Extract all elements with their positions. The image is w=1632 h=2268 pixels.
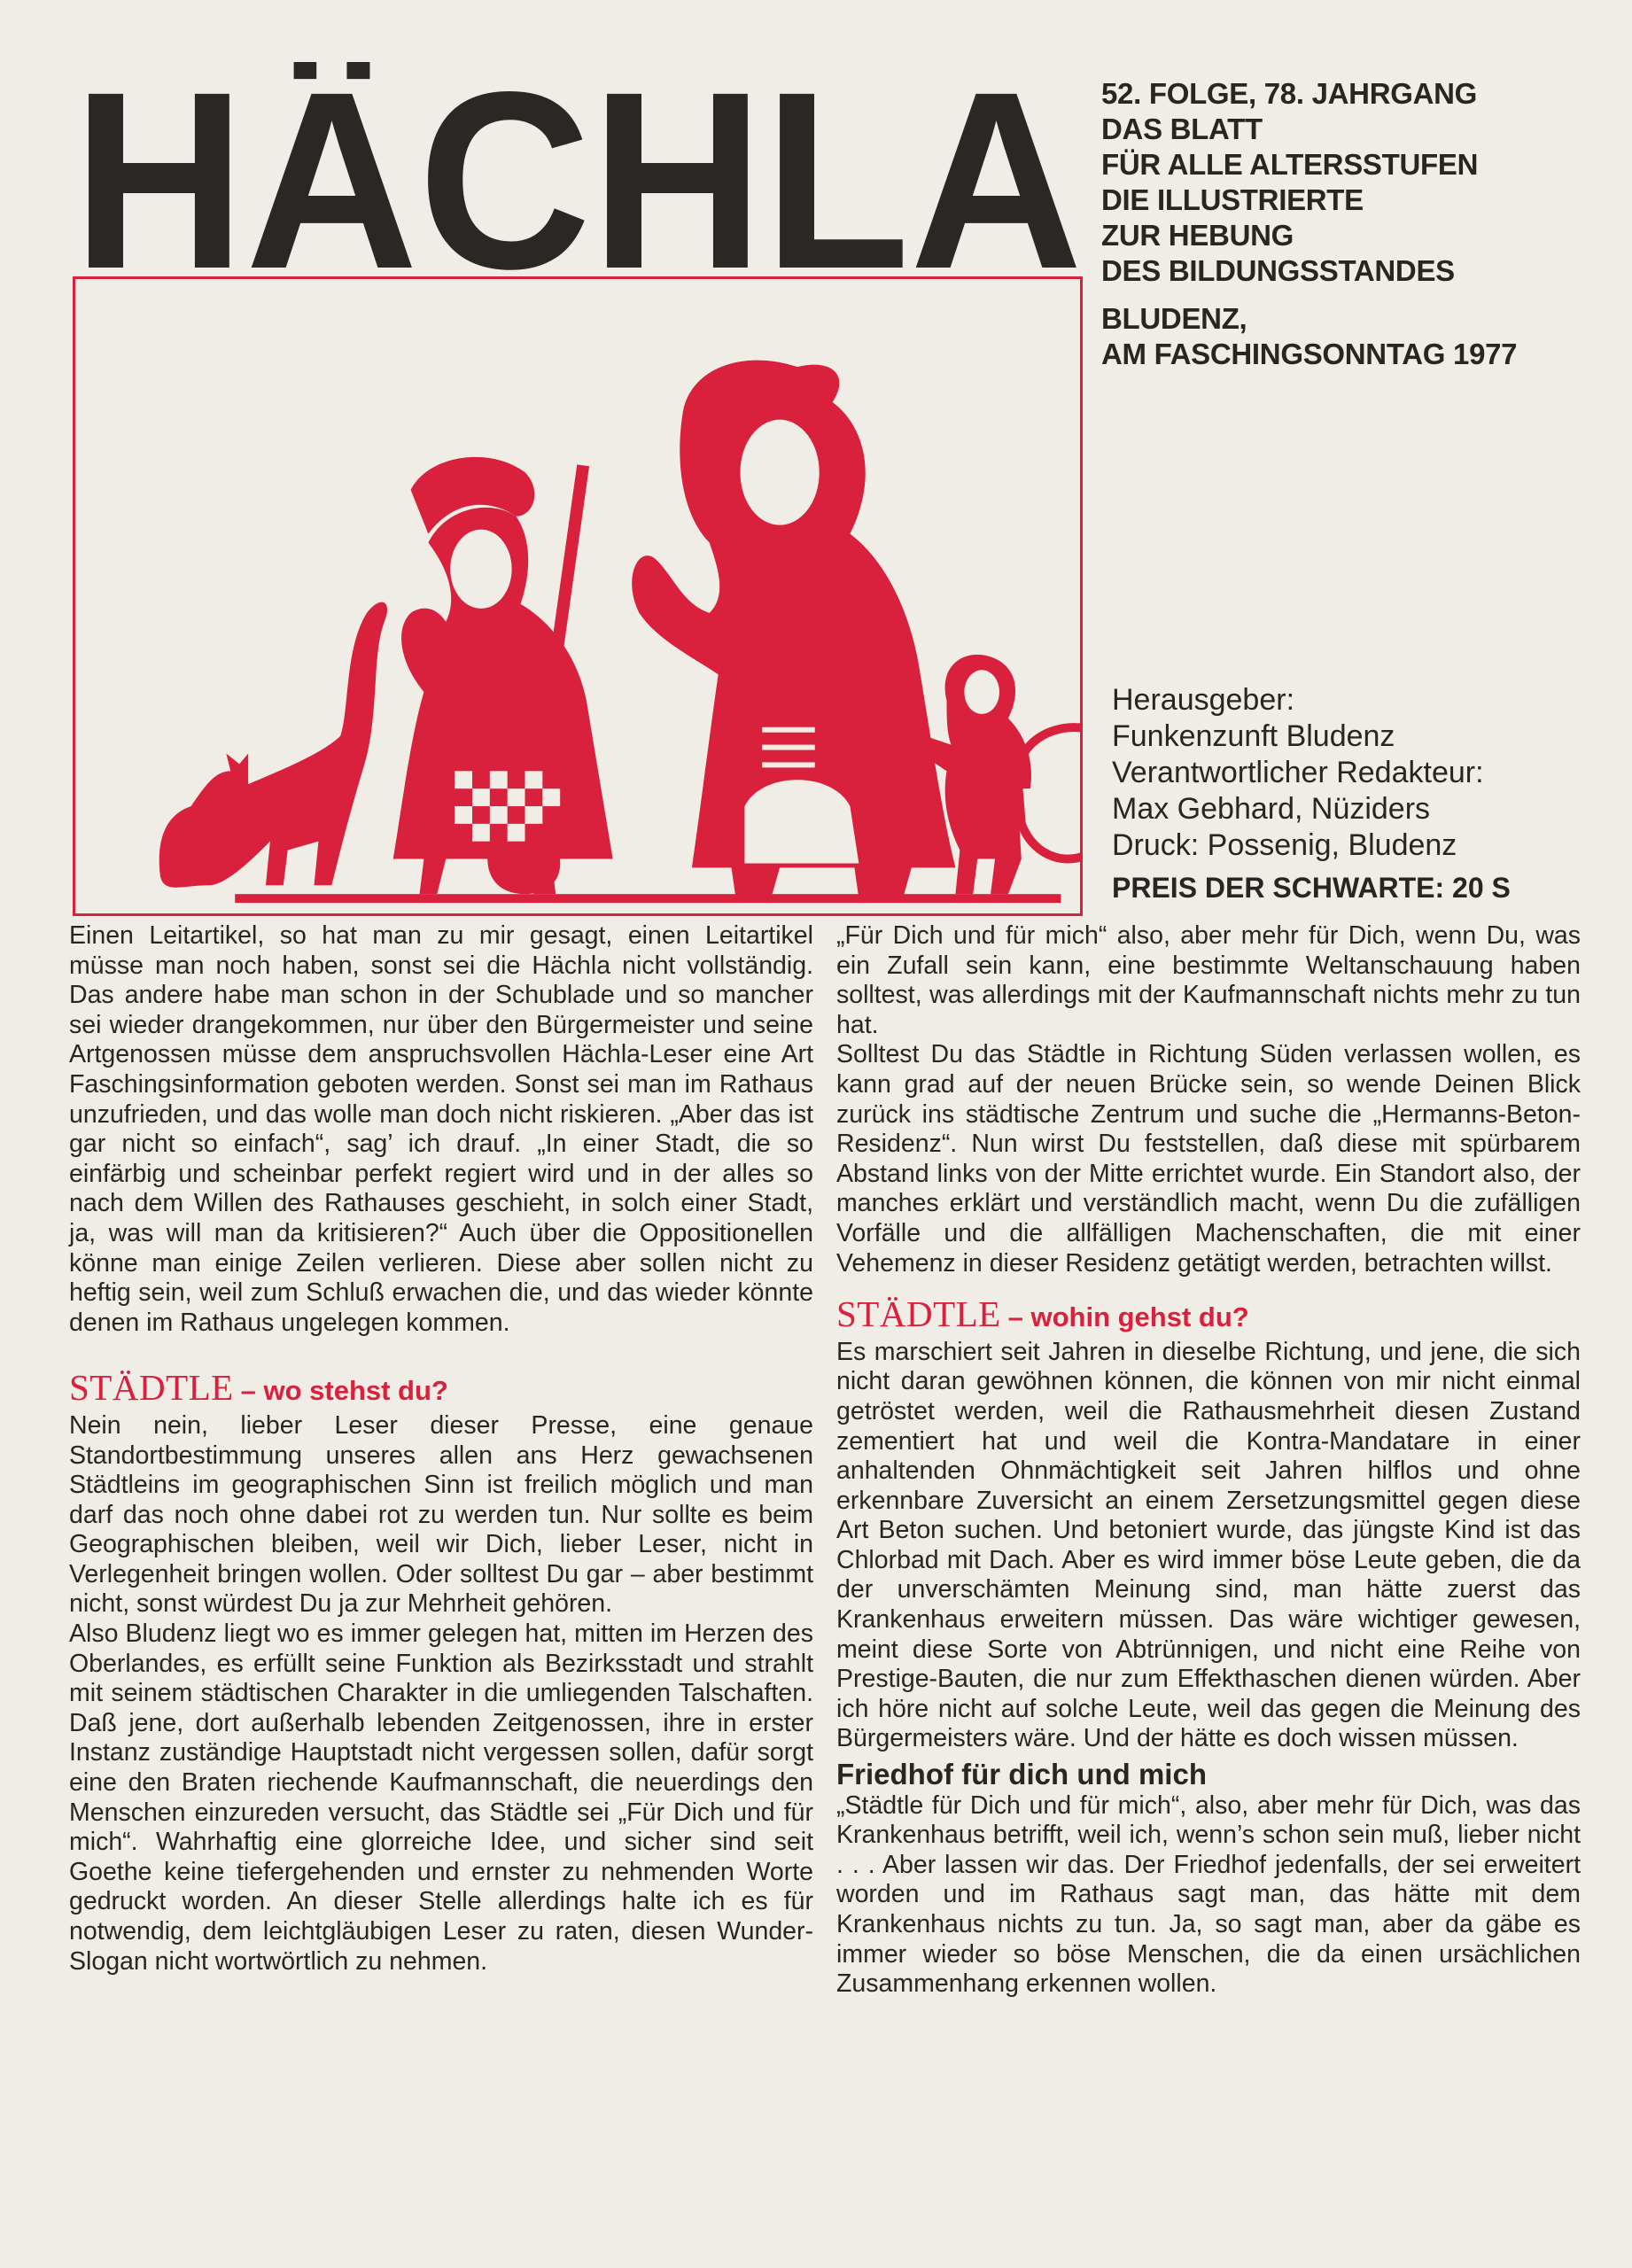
heading-big: STÄDTLE — [69, 1367, 234, 1409]
cover-illustration — [73, 276, 1083, 916]
heading-small: – wohin gehst du? — [1007, 1301, 1249, 1333]
edition-line: DES BILDUNGSSTANDES — [1101, 254, 1455, 287]
heading-small: – wo stehst du? — [240, 1375, 448, 1407]
paragraph: Nein nein, lieber Leser dieser Presse, eine genaue Standortbestimmung unseres allen ans Herz gewachsenen Städtleins im geographischen Sinn ist freilich möglich und man darf das noch ohne dabei rot zu werden tun. Nur sollte es beim Geographischen bleiben, weil wir Dich, lieber Leser, nicht in Verlegenheit bringen wollen. Oder solltest Du gar – aber bestimmt nicht, sonst würdest Du ja zur Mehrheit gehören. — [69, 1410, 813, 1619]
publisher-line: Funkenzunft Bludenz — [1112, 719, 1395, 753]
publisher-info — [1112, 682, 1608, 864]
article-right-column — [836, 921, 1581, 2000]
masthead-title: HÄCHLA — [73, 62, 1083, 276]
edition-line: 52. FOLGE, 78. JAHRGANG — [1101, 77, 1478, 110]
paragraph: Solltest Du das Städtle in Richtung Süden verlassen wollen, es kann grad auf der neuen Brücke sein, so wende Deinen Blick zurück ins städtische Zentrum und suche die „Hermanns-Beton-Residenz“. Nun wirst Du feststellen, daß diese mit spürbarem Abstand links von der Mitte errichtet wurde. Ein Standort also, der manches erklärt und verständlich macht, wenn Du die zufälligen Vorfälle und die allfälligen Machenschaften, die mit einer Vehemenz in dieser Residenz getätigt werden, betrachten willst. — [836, 1040, 1581, 1278]
edition-line: DIE ILLUSTRIERTE — [1101, 183, 1364, 216]
edition-line: ZUR HEBUNG — [1101, 219, 1294, 252]
date-line: AM FASCHINGSONNTAG 1977 — [1101, 338, 1518, 370]
publisher-line: Verantwortlicher Redakteur: — [1112, 756, 1484, 789]
publisher-line: Druck: Possenig, Bludenz — [1112, 828, 1457, 862]
masthead-logo — [73, 62, 1087, 276]
paragraph: „Für Dich und für mich“ also, aber mehr für Dich, wenn Du, was ein Zufall sein kann, eine bestimmte Weltanschauung haben solltest, was allerdings mit der Kaufmannschaft nichts mehr zu tun hat. — [836, 921, 1581, 1039]
edition-line: DAS BLATT — [1101, 113, 1263, 145]
paragraph: Es marschiert seit Jahren in dieselbe Richtung, und jene, die sich nicht daran gewöhnen können, die können von mir nicht einmal getröstet werden, weil die Rathausmehrheit diesen Zustand zementiert hat und weil die Kontra-Mandatare in einer anhaltenden Ohnmächtigkeit seit Jahren hilflos und ohne erkennbare Zuversicht an einem Zersetzungsmittel gegen diese Art Beton suchen. Und betoniert wurde, das jüngste Kind ist das Chlorbad mit Dach. Aber es wird immer böse Leute geben, die da der unverschämten Meinung sind, man hätte zuerst das Krankenhaus erweitern müssen. Das wäre wichtiger gewesen, meint diese Sorte von Abtrünnigen, und nicht eine Reihe von Prestige-Bauten, die nur zum Effekthaschen dienen würden. Aber ich höre nicht auf solche Leute, weil das gegen die Meinung des Bürgermeisters wäre. Und der hätte es doch wissen müssen. — [836, 1337, 1581, 1753]
date-line: BLUDENZ, — [1101, 302, 1247, 335]
edition-date — [1101, 301, 1597, 372]
section-heading-friedhof: Friedhof für dich und mich — [836, 1758, 1207, 1791]
edition-line: FÜR ALLE ALTERSSTUFEN — [1101, 148, 1479, 181]
section-heading-wohin-gehst — [836, 1293, 1581, 1335]
section-heading-wo-stehst — [69, 1367, 813, 1409]
price-label: PREIS DER SCHWARTE: 20 S — [1112, 872, 1511, 904]
publisher-line: Herausgeber: — [1112, 683, 1295, 717]
lead-paragraph: Einen Leitartikel, so hat man zu mir gesagt, einen Leitartikel müsse man noch haben, sonst sei die Hächla nicht vollständig. Das andere habe man schon in der Schublade und so mancher sei wieder drangekommen, nur über den Bürgermeister und seine Artgenossen müsse dem anspruchsvollen Hächla-Leser eine Art Faschingsinformation geboten werden. Sonst sei man im Rathaus unzufrieden, und das wolle man doch nicht riskieren. „Aber das ist gar nicht so einfach“, sag’ ich drauf. „In einer Stadt, die so einfärbig und scheinbar perfekt regiert wird und in der alles so nach dem Willen des Rathauses geschieht, in solch einer Stadt, ja, was will man da kritisieren?“ Auch über die Oppositionellen könne man einige Zeilen verlieren. Diese aber sollen nicht zu heftig sein, weil zum Schluß erwachen die, und das wieder könnte denen im Rathaus ungelegen kommen. — [69, 921, 813, 1337]
woodcut-figures-illustration — [75, 279, 1080, 913]
edition-info — [1101, 76, 1597, 289]
heading-big: STÄDTLE — [836, 1293, 1001, 1335]
article-left-column — [69, 921, 813, 1977]
paragraph: Also Bludenz liegt wo es immer gelegen hat, mitten im Herzen des Oberlandes, es erfüllt seine Funktion als Bezirksstadt und strahlt mit seinem städtischen Charakter in die umliegenden Talschaften. Daß jene, dort außerhalb lebenden Zeitgenossen, ihre in erster Instanz zuständige Hauptstadt nicht vergessen sollen, dafür sorgt eine den Braten riechende Kaufmannschaft, die neuerdings den Menschen einzureden versucht, das Städtle sei „Für Dich und für mich“. Wahrhaftig eine glorreiche Idee, und sicher sind seit Goethe keine tiefergehenden und ernster zu nehmenden Worte gedruckt worden. An dieser Stelle allerdings halte ich es für notwendig, dem leichtgläubigen Leser zu raten, diesen Wunder-Slogan nicht wortwörtlich zu nehmen. — [69, 1619, 813, 1976]
paragraph: „Städtle für Dich und für mich“, also, aber mehr für Dich, was das Krankenhaus betrifft, weil ich, wenn’s schon sein muß, lieber nicht . . . Aber lassen wir das. Der Friedhof jedenfalls, der sei erweitert worden und im Rathaus sagt man, das hätte mit dem Krankenhaus nichts zu tun. Ja, so sagt man, aber da gäbe es immer wieder so böse Menschen, die da einen ursächlichen Zusammenhang erkennen wollen. — [836, 1790, 1581, 1999]
publisher-line: Max Gebhard, Nüziders — [1112, 792, 1431, 826]
